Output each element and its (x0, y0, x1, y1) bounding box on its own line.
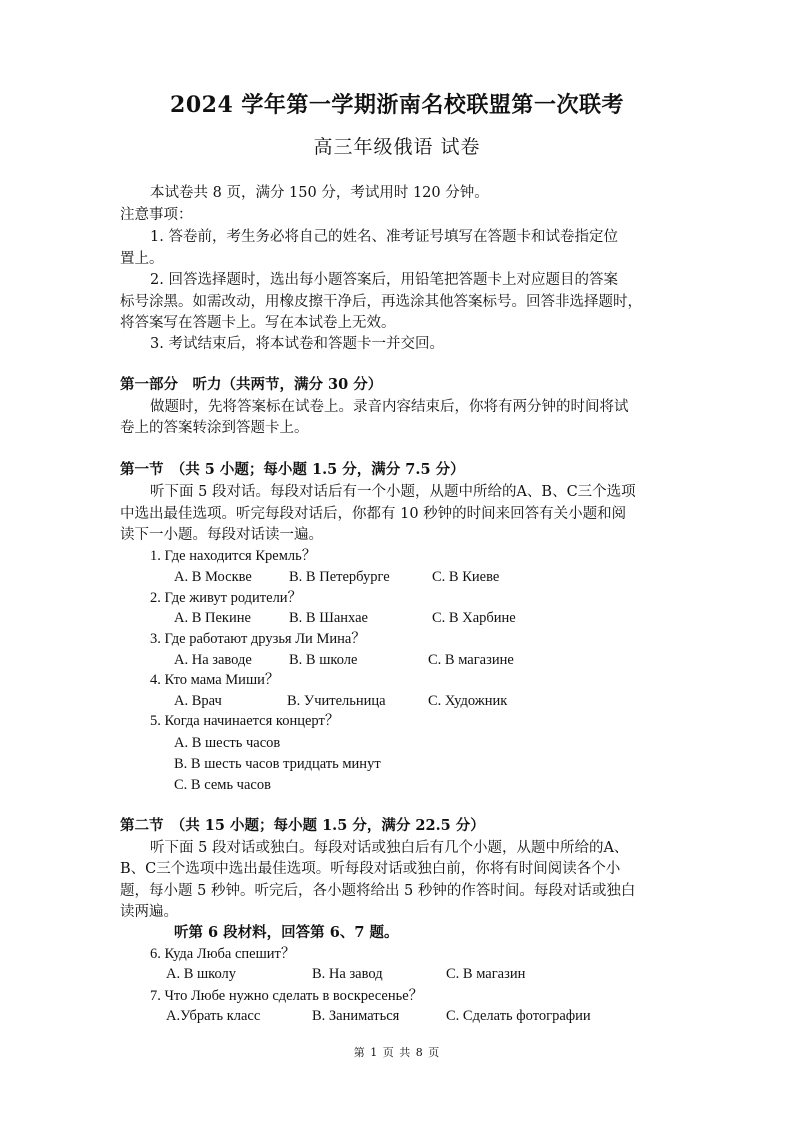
question-2-option-b: B. В Шанхае (289, 610, 368, 626)
question-4: 4. Кто мама Миши？ (150, 672, 280, 688)
question-5: 5. Когда начинается концерт？ (150, 713, 340, 729)
section-1-line-2: 中选出最佳选项。听完每段对话后，你都有 10 秒钟的时间来回答有关小题和阅 (120, 506, 627, 522)
notes-heading: 注意事项： (120, 207, 193, 223)
question-1-option-c: C. В Киеве (432, 569, 500, 585)
question-2-option-c: C. В Харбине (432, 610, 516, 626)
question-4-option-c: C. Художник (428, 693, 508, 709)
section-1-line-1: 听下面 5 段对话。每段对话后有一个小题，从题中所给的A、B、C三个选项 (150, 484, 636, 500)
section-2-line-3: 题，每小题 5 秒钟。听完后，各小题将给出 5 秒钟的作答时间。每段对话或独白 (120, 883, 636, 899)
section-2-line-2: B、C三个选项中选出最佳选项。听每段对话或独白前，你将有时间阅读各个小 (120, 861, 621, 877)
question-7-option-b: B. Заниматься (312, 1008, 400, 1024)
question-3-option-a: A. На заводе (174, 652, 252, 668)
exam-subtitle: 高三年级俄语 试卷 (313, 136, 481, 158)
question-4-option-a: A. Врач (174, 693, 222, 709)
section-1-line-3: 读下一小题。每段对话读一遍。 (120, 527, 323, 543)
question-2: 2. Где живут родители？ (150, 590, 303, 606)
question-3-option-c: C. В магазине (428, 652, 514, 668)
question-1: 1. Где находится Кремль？ (150, 548, 317, 564)
section-2-line-1: 听下面 5 段对话或独白。每段对话或独白后有几个小题，从题中所给的A、 (150, 840, 629, 856)
material-heading: 听第 6 段材料，回答第 6、7 题。 (174, 924, 399, 941)
section-2-line-4: 读两遍。 (120, 904, 178, 920)
exam-summary: 本试卷共 8 页，满分 150 分，考试用时 120 分钟。 (150, 185, 489, 201)
exam-title: 2024 学年第一学期浙南名校联盟第一次联考 (170, 92, 624, 118)
question-6-option-b: B. На завод (312, 966, 383, 982)
question-6-option-c: C. В магазин (446, 966, 526, 982)
note-1-line-1: 1. 答卷前，考生务必将自己的姓名、准考证号填写在答题卡和试卷指定位 (150, 229, 618, 245)
part-1-heading: 第一部分 听力（共两节，满分 30 分） (120, 376, 383, 393)
page-footer: 第 1 页 共 8 页 (353, 1046, 441, 1059)
question-1-option-a: A. В Москве (174, 569, 252, 585)
question-4-option-b: B. Учительница (287, 693, 386, 709)
question-7: 7. Что Любе нужно сделать в воскресенье？ (150, 988, 424, 1004)
question-3-option-b: B. В школе (289, 652, 358, 668)
note-2-line-3: 将答案写在答题卡上。写在本试卷上无效。 (120, 315, 396, 331)
question-7-option-c: C. Сделать фотографии (446, 1008, 591, 1024)
question-3: 3. Где работают друзья Ли Мина？ (150, 631, 366, 647)
part-1-line-2: 卷上的答案转涂到答题卡上。 (120, 420, 309, 436)
section-2-heading: 第二节 （共 15 小题；每小题 1.5 分，满分 22.5 分） (120, 817, 485, 834)
section-1-heading: 第一节 （共 5 小题；每小题 1.5 分，满分 7.5 分） (120, 461, 465, 478)
note-1-line-2: 置上。 (120, 251, 164, 267)
note-2-line-2: 标号涂黑。如需改动，用橡皮擦干净后，再选涂其他答案标号。回答非选择题时， (120, 294, 642, 310)
question-2-option-a: A. В Пекине (174, 610, 251, 626)
note-3: 3. 考试结束后，将本试卷和答题卡一并交回。 (150, 336, 444, 352)
question-7-option-a: A.Убрать класс (166, 1008, 261, 1024)
question-5-option-a: A. В шесть часов (174, 735, 281, 751)
note-2-line-1: 2. 回答选择题时，选出每小题答案后，用铅笔把答题卡上对应题目的答案 (150, 272, 618, 288)
question-5-option-c: C. В семь часов (174, 777, 271, 793)
question-5-option-b: B. В шесть часов тридцать минут (174, 756, 381, 772)
part-1-line-1: 做题时，先将答案标在试卷上。录音内容结束后，你将有两分钟的时间将试 (150, 399, 629, 415)
question-6-option-a: A. В школу (166, 966, 237, 982)
question-6: 6. Куда Люба спешит？ (150, 946, 296, 962)
question-1-option-b: B. В Петербурге (289, 569, 390, 585)
